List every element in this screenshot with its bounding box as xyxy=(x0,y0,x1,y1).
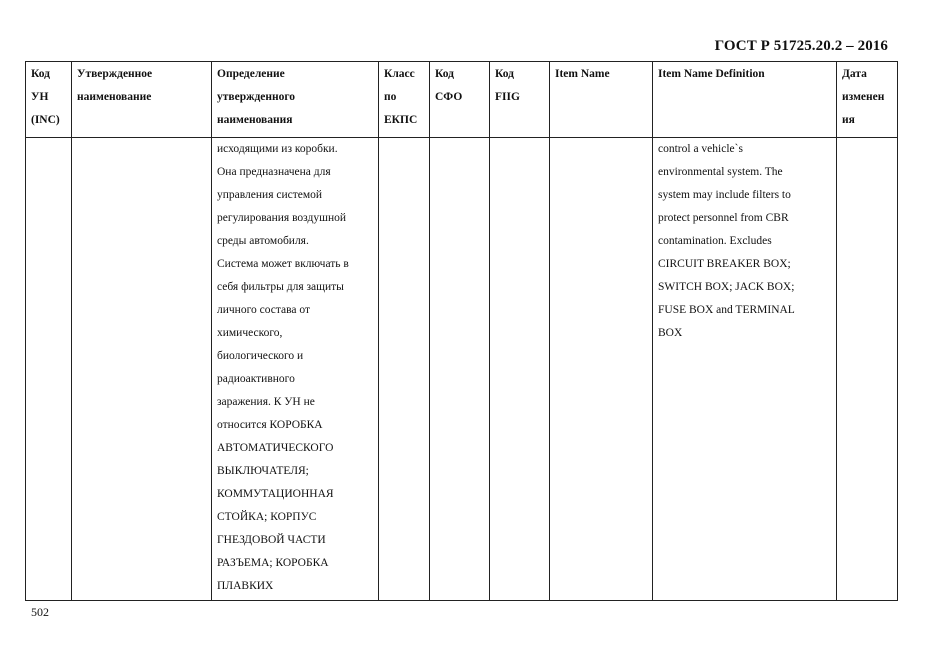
cell-item-name-definition xyxy=(653,138,837,601)
text-line: system may include filters to xyxy=(658,189,791,201)
header-approved-name xyxy=(72,62,212,138)
cell-sfo-code xyxy=(430,138,490,601)
table-row xyxy=(26,138,898,601)
cell-definition xyxy=(212,138,379,601)
header-label-line: Код xyxy=(435,68,455,80)
text-line: радиоактивного xyxy=(217,373,295,385)
text-line: FUSE BOX and TERMINAL xyxy=(658,304,795,316)
header-label-line: СФО xyxy=(435,91,463,103)
cell-change-date xyxy=(837,138,898,601)
text-line: личного состава от xyxy=(217,304,311,316)
header-label-line: наименования xyxy=(217,114,293,126)
text-line: КОММУТАЦИОННАЯ xyxy=(217,488,334,500)
text-line: ПЛАВКИХ xyxy=(217,580,274,592)
text-line: control a vehicle`s xyxy=(658,143,743,155)
header-label-line: по xyxy=(384,91,397,103)
header-label-line: Код xyxy=(495,68,515,80)
header-change-date xyxy=(837,62,898,138)
header-label-line: ия xyxy=(842,114,855,126)
text-line: управления системой xyxy=(217,189,323,201)
header-label-line: FIIG xyxy=(495,91,520,103)
header-label-line: Item Name Definition xyxy=(658,68,765,80)
cell-ekps-class xyxy=(379,138,430,601)
header-item-name xyxy=(550,62,653,138)
header-label-line: наименование xyxy=(77,91,152,103)
text-line: environmental system. The xyxy=(658,166,783,178)
header-label-line: Код xyxy=(31,68,51,80)
header-label-line: Item Name xyxy=(555,68,610,80)
text-line: BOX xyxy=(658,327,683,339)
header-label-line: изменен xyxy=(842,91,885,103)
header-label-line: (INC) xyxy=(31,114,60,126)
header-fiig-code xyxy=(490,62,550,138)
text-line: химического, xyxy=(217,327,283,339)
header-label-line: ЕКПС xyxy=(384,114,418,126)
text-line: заражения. К УН не xyxy=(217,396,315,408)
classification-table xyxy=(25,61,898,601)
header-label-line: Утвержденное xyxy=(77,68,153,80)
text-line: Она предназначена для xyxy=(217,166,331,178)
text-line: CIRCUIT BREAKER BOX; xyxy=(658,258,791,270)
header-label-line: Дата xyxy=(842,68,867,80)
cell-approved-name xyxy=(72,138,212,601)
table-header-row xyxy=(26,62,898,138)
text-line: Система может включать в xyxy=(217,258,349,270)
header-ekps-class xyxy=(379,62,430,138)
text-line: СТОЙКА; КОРПУС xyxy=(217,511,317,523)
text-line: contamination. Excludes xyxy=(658,235,772,247)
text-line: биологического и xyxy=(217,350,304,362)
document-standard-header: ГОСТ Р 51725.20.2 – 2016 xyxy=(714,38,888,54)
text-line: protect personnel from CBR xyxy=(658,212,789,224)
header-label-line: Определение xyxy=(217,68,285,80)
cell-inc xyxy=(26,138,72,601)
text-line: ГНЕЗДОВОЙ ЧАСТИ xyxy=(217,534,326,546)
text-line: исходящими из коробки. xyxy=(217,143,338,155)
cell-fiig-code xyxy=(490,138,550,601)
header-inc xyxy=(26,62,72,138)
header-sfo-code xyxy=(430,62,490,138)
text-line: РАЗЪЕМА; КОРОБКА xyxy=(217,557,329,569)
header-definition xyxy=(212,62,379,138)
cell-item-name xyxy=(550,138,653,601)
text-line: относится КОРОБКА xyxy=(217,419,323,431)
text-line: АВТОМАТИЧЕСКОГО xyxy=(217,442,334,454)
header-label-line: УН xyxy=(31,91,49,103)
text-line: среды автомобиля. xyxy=(217,235,309,247)
page-number: 502 xyxy=(31,605,49,619)
header-label-line: утвержденного xyxy=(217,91,296,103)
text-line: регулирования воздушной xyxy=(217,212,347,224)
header-label-line: Класс xyxy=(384,68,415,80)
text-line: себя фильтры для защиты xyxy=(217,281,344,293)
header-item-name-definition xyxy=(653,62,837,138)
text-line: SWITCH BOX; JACK BOX; xyxy=(658,281,795,293)
text-line: ВЫКЛЮЧАТЕЛЯ; xyxy=(217,465,309,477)
